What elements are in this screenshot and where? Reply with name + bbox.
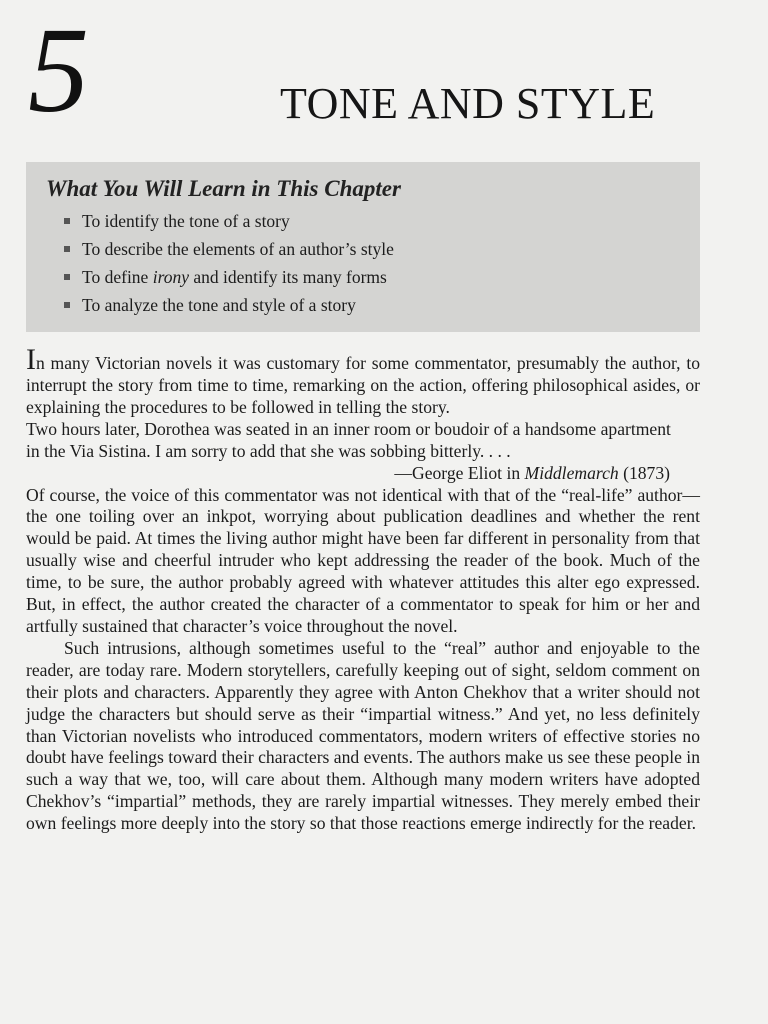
paragraph-1: In many Victorian novels it was customary for some commentator, presumably the author, to interrupt the story from time to time, remarking on the action, offering philosophical asides, or explaining the procedures to be followed in telling the story.	[26, 343, 700, 417]
body-text	[26, 345, 700, 835]
objective-item: To analyze the tone and style of a story	[60, 291, 700, 319]
learning-objectives-box	[26, 162, 700, 332]
chapter-number: 5	[28, 3, 87, 138]
work-title: Middlemarch	[524, 462, 619, 483]
objective-item: To describe the elements of an author’s style	[60, 235, 700, 263]
objectives-list	[46, 207, 700, 319]
quote-attribution: —George Eliot in Middlemarch (1873)	[394, 462, 670, 483]
paragraph-2: Of course, the voice of this commentator was not identical with that of the “real-life” author—the one toiling over an inkpot, worrying about publication deadlines and whether the rent would be paid. At times the living author might have been far different in personality from that usually wise and cheerful intruder who kept addressing the reader of the book. Much of the time, to be sure, the author probably agreed with whatever attitudes this alter ego expressed. But, in effect, the author created the character of a commentator to speak for him or her and artfully sustained that character’s voice throughout the novel.	[26, 484, 700, 636]
paragraph-3: Such intrusions, although sometimes useful to the “real” author and enjoyable to the reader, are today rare. Modern storytellers, carefully keeping out of sight, seldom comment on their plots and characters. Apparently they agree with Anton Chekhov that a writer should not judge the characters but should serve as their “impartial witness.” And yet, no less definitely than Victorian novelists who introduced commentators, modern writers of effective stories no doubt have feelings toward their characters and events. The authors make us see these people in such a way that we, too, will care about them. Although many modern writers have adopted Chekhov’s “impartial” methods, they are rarely impartial witnesses. They merely embed their own feelings more deeply into the story so that those reactions emerge indirectly for the reader.	[26, 637, 700, 834]
learning-objectives-heading: What You Will Learn in This Chapter	[46, 176, 401, 201]
irony-term: irony	[152, 267, 189, 288]
drop-cap: I	[26, 343, 36, 376]
block-quote: Two hours later, Dorothea was seated in an inner room or boudoir of a handsome apartment in the Via Sistina. I am sorry to add that she was sobbing bitterly. . . .	[26, 418, 671, 461]
objective-item: To define irony and identify its many forms	[60, 263, 700, 291]
chapter-title: TONE AND STYLE	[280, 79, 656, 128]
objective-item: To identify the tone of a story	[60, 207, 700, 235]
